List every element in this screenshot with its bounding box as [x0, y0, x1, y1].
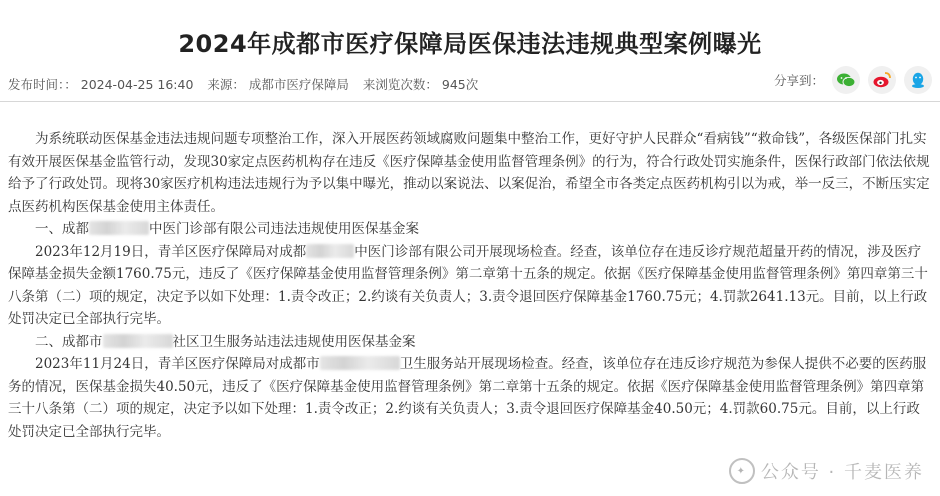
share-label: 分享到：	[773, 73, 824, 88]
watermark	[729, 458, 924, 484]
source-label: 来源：	[207, 77, 245, 92]
weibo-share-button[interactable]	[868, 66, 896, 94]
source-info	[207, 75, 349, 93]
redacted-name	[103, 334, 173, 348]
wechat-official-account-icon: ✦	[729, 458, 755, 484]
case-2-text-end: 卫生服务站开展现场检查。经查，该单位存在违反诊疗规范为参保人提供不必要的医药服务的情况，医保基金损失40.50元，违反了《医疗保障基金使用监督管理条例》第二章第十五条的规定。依据《医疗保障基金使用监督管理条例》第四章第三十八条第（二）项的规定，决定予以如下处理：1.责令改正；2.约谈有关负责人；3.责令退回医疗保障基金40.50元；4.罚款60.75元。目前，以上行政处罚决定已全部执行完毕。	[8, 356, 927, 440]
case-1-paragraph	[8, 241, 932, 331]
wechat-share-button[interactable]	[832, 66, 860, 94]
header-divider	[0, 101, 940, 102]
publish-info	[8, 75, 193, 93]
article-body	[8, 128, 932, 443]
intro-paragraph: 为系统联动医保基金违法违规问题专项整治工作，深入开展医药领域腐败问题集中整治工作，更好守护人民群众“看病钱”“救命钱”，各级医保部门扎实有效开展医保基金监管行动，发现30家定点医药机构存在违反《医疗保障基金使用监督管理条例》的行为，符合行政处罚实施条件，医保行政部门依法依规给予了行政处罚。现将30家医疗机构违法违规行为予以集中曝光，推动以案说法、以案促治，希望全市各类定点医药机构引以为戒，举一反三，不断压实定点医药机构医保基金使用主体责任。	[8, 131, 930, 215]
case-1-heading	[8, 218, 932, 241]
page-title: 2024年成都市医疗保障局医保违法违规典型案例曝光	[178, 30, 762, 58]
case-1-heading-end: 中医门诊部有限公司违法违规使用医保基金案	[149, 221, 419, 237]
qq-icon	[909, 71, 927, 89]
case-2-heading	[8, 331, 932, 354]
source-value: 成都市医疗保障局	[248, 77, 349, 92]
qq-share-button[interactable]	[904, 66, 932, 94]
publish-time: 2024-04-25 16:40	[80, 77, 194, 92]
redacted-name	[89, 221, 149, 235]
views-count: 945次	[441, 77, 479, 92]
watermark-text: 公众号 · 千麦医养	[760, 462, 924, 483]
views-info	[363, 75, 478, 93]
redacted-name	[320, 356, 400, 370]
case-2-text-start: 2023年11月24日，青羊区医疗保障局对成都市	[35, 356, 320, 372]
case-2-heading-start: 二、成都市	[35, 333, 103, 350]
case-2-heading-end: 社区卫生服务站违法违规使用医保基金案	[172, 333, 416, 350]
wechat-icon	[836, 72, 856, 88]
case-2-paragraph	[8, 353, 932, 443]
weibo-icon	[872, 71, 892, 89]
case-1-text-end: 中医门诊部有限公司开展现场检查。经查，该单位存在违反诊疗规范超量开药的情况，涉及医疗保障基金损失金额1760.75元，违反了《医疗保障基金使用监督管理条例》第二章第十五条的规定。依据《医疗保障基金使用监督管理条例》第四章第三十八条第（二）项的规定，决定予以如下处理：1.责令改正；2.约谈有关负责人；3.责令退回医疗保障基金1760.75元；4.罚款2641.13元。目前，以上行政处罚决定已全部执行完毕。	[8, 243, 928, 327]
publish-label: 发布时间：：	[8, 77, 77, 92]
case-1-heading-start: 一、成都	[35, 221, 89, 237]
redacted-name	[306, 244, 354, 258]
views-label: 来浏览次数：	[362, 77, 438, 92]
case-1-text-start: 2023年12月19日，青羊区医疗保障局对成都	[35, 243, 307, 260]
share-bar	[774, 66, 932, 94]
